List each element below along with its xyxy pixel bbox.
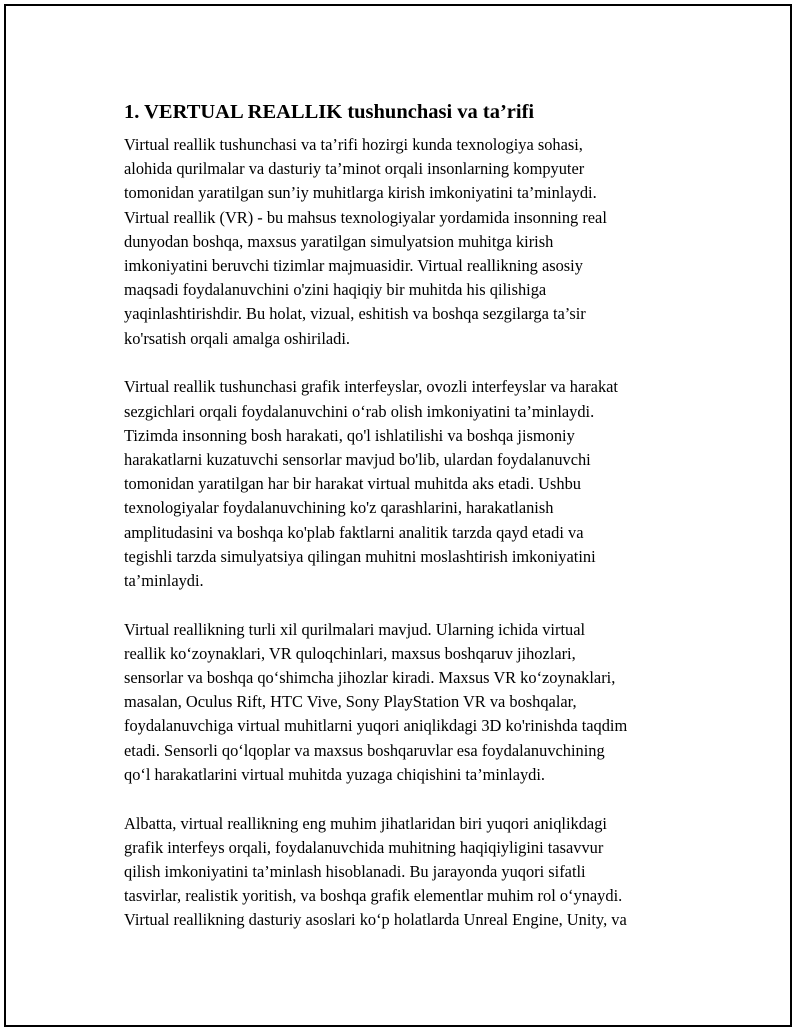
text-line: Tizimda insonning bosh harakati, qo'l ishlatilishi va boshqa jismoniy <box>124 425 575 445</box>
section-heading: 1. VERTUAL REALLIK tushunchasi va ta’rifi <box>124 101 535 123</box>
text-line: tegishli tarzda simulyatsiya qilingan muhitni moslashtirish imkoniyatini <box>124 546 596 566</box>
text-line: Albatta, virtual reallikning eng muhim jihatlaridan biri yuqori aniqlikdagi <box>124 813 607 833</box>
text-line: etadi. Sensorli qo‘lqoplar va maxsus boshqaruvlar esa foydalanuvchining <box>124 740 605 760</box>
paragraph-2 <box>124 375 700 593</box>
text-line: alohida qurilmalar va dasturiy ta’minot orqali insonlarning kompyuter <box>124 159 585 179</box>
paragraph-1 <box>124 133 700 351</box>
text-line: grafik interfeys orqali, foydalanuvchida muhitning haqiqiyligini tasavvur <box>124 837 604 857</box>
paragraph-4 <box>124 812 700 933</box>
text-line: foydalanuvchiga virtual muhitlarni yuqori aniqlikdagi 3D ko'rinishda taqdim <box>124 716 628 736</box>
paragraph-3 <box>124 618 700 787</box>
text-line: sezgichlari orqali foydalanuvchini o‘rab olish imkoniyatini ta’minlaydi. <box>124 401 595 421</box>
text-line: tomonidan yaratilgan har bir harakat virtual muhitda aks etadi. Ushbu <box>124 474 581 494</box>
text-line: imkoniyatini beruvchi tizimlar majmuasidir. Virtual reallikning asosiy <box>124 256 583 276</box>
text-line: tomonidan yaratilgan sun’iy muhitlarga kirish imkoniyatini ta’minlaydi. <box>124 183 597 203</box>
text-line: reallik ko‘zoynaklari, VR quloqchinlari, maxsus boshqaruv jihozlari, <box>124 643 576 663</box>
text-line: dunyodan boshqa, maxsus yaratilgan simulyatsion muhitga kirish <box>124 231 554 251</box>
text-line: Virtual reallik tushunchasi va ta’rifi hozirgi kunda texnologiya sohasi, <box>124 135 583 154</box>
text-line: Virtual reallik tushunchasi grafik interfeyslar, ovozli interfeyslar va harakat <box>124 377 618 397</box>
text-line: masalan, Oculus Rift, HTC Vive, Sony PlayStation VR va boshqalar, <box>124 692 577 712</box>
text-line: Virtual reallikning turli xil qurilmalari mavjud. Ularning ichida virtual <box>124 619 586 639</box>
document-body <box>124 98 700 957</box>
text-line: texnologiyalar foydalanuvchining ko'z qarashlarini, harakatlanish <box>124 498 554 518</box>
text-line: qo‘l harakatlarini virtual muhitda yuzaga chiqishini ta’minlaydi. <box>124 764 546 784</box>
text-line: qilish imkoniyatini ta’minlash hisoblanadi. Bu jarayonda yuqori sifatli <box>124 861 586 881</box>
text-line: ko'rsatish orqali amalga oshiriladi. <box>124 328 350 348</box>
text-line: Virtual reallik (VR) - bu mahsus texnologiyalar yordamida insonning real <box>124 207 607 227</box>
text-line: ta’minlaydi. <box>124 570 204 590</box>
text-line: yaqinlashtirishdir. Bu holat, vizual, eshitish va boshqa sezgilarga ta’sir <box>124 304 586 324</box>
text-line: sensorlar va boshqa qo‘shimcha jihozlar kiradi. Maxsus VR ko‘zoynaklari, <box>124 668 616 688</box>
text-line: Virtual reallikning dasturiy asoslari ko‘p holatlarda Unreal Engine, Unity, va <box>124 910 627 930</box>
text-line: harakatlarni kuzatuvchi sensorlar mavjud bo'lib, ulardan foydalanuvchi <box>124 449 591 469</box>
text-line: maqsadi foydalanuvchini o'zini haqiqiy bir muhitda his qilishiga <box>124 280 547 300</box>
text-line: amplitudasini va boshqa ko'plab faktlarni analitik tarzda qayd etadi va <box>124 522 584 542</box>
page-frame <box>4 4 792 1027</box>
text-line: tasvirlar, realistik yoritish, va boshqa grafik elementlar muhim rol o‘ynaydi. <box>124 886 623 906</box>
